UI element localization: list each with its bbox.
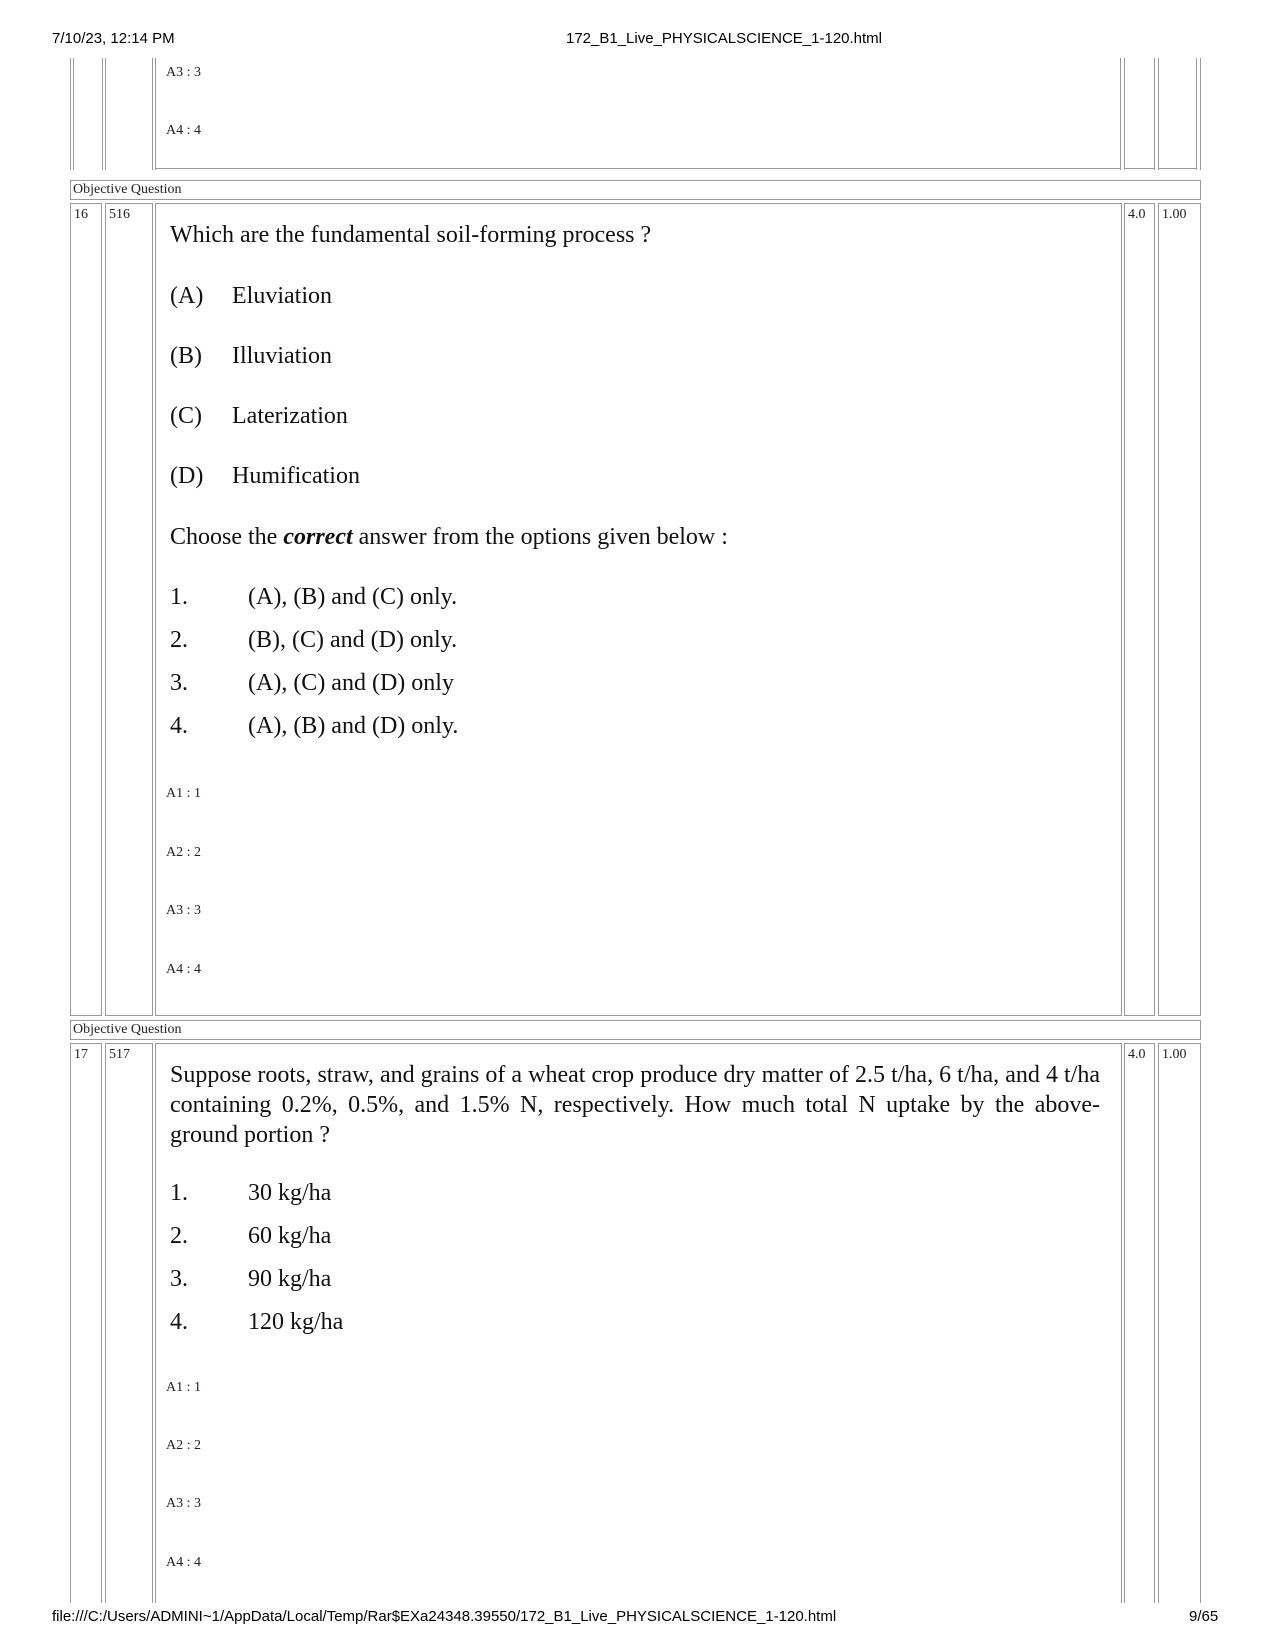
question-marks: 4.0 xyxy=(1128,207,1146,222)
question-serial: 16 xyxy=(74,207,88,222)
answer-option: A3 : 3 xyxy=(166,903,201,918)
question-id-cell xyxy=(105,1043,153,1603)
instruction-text: Choose the correct answer from the options given below : xyxy=(170,524,728,550)
question-marks: 4.0 xyxy=(1128,1047,1146,1062)
question-id-cell xyxy=(105,203,153,1016)
answer-option: A3 : 3 xyxy=(166,1496,201,1511)
statement-label: (C) xyxy=(170,403,202,429)
option-text: (A), (C) and (D) only xyxy=(248,670,454,696)
question-type-row xyxy=(70,1020,1201,1040)
print-file-path: file:///C:/Users/ADMINI~1/AppData/Local/Temp/Rar$EXa24348.39550/172_B1_Live_PHYSICALSCIENCE_1-120.html xyxy=(52,1608,837,1625)
print-file-title: 172_B1_Live_PHYSICALSCIENCE_1-120.html xyxy=(566,30,883,47)
marks-cell xyxy=(1124,203,1155,1016)
statement-label: (D) xyxy=(170,463,204,489)
option-text: (B), (C) and (D) only. xyxy=(248,627,458,653)
question-stem: Which are the fundamental soil-forming process ? xyxy=(170,222,652,248)
option-text: 30 kg/ha xyxy=(248,1180,332,1206)
answer-option: A4 : 4 xyxy=(166,962,201,977)
option-number: 2. xyxy=(170,1223,188,1249)
statement-text: Humification xyxy=(232,463,360,489)
statement-text: Eluviation xyxy=(232,283,332,309)
option-text: (A), (B) and (C) only. xyxy=(248,584,458,610)
serial-cell xyxy=(70,1043,102,1603)
option-number: 1. xyxy=(170,1180,188,1206)
print-page-number: 9/65 xyxy=(1189,1608,1219,1625)
negative-marks-cell xyxy=(1158,1043,1201,1603)
option-text: 120 kg/ha xyxy=(248,1309,344,1335)
option-number: 4. xyxy=(170,713,188,739)
marks-cell xyxy=(1124,1043,1155,1603)
serial-cell xyxy=(70,203,102,1016)
option-text: 90 kg/ha xyxy=(248,1266,332,1292)
option-number: 4. xyxy=(170,1309,188,1335)
question-id: 516 xyxy=(109,207,130,222)
question-type-row xyxy=(70,180,1201,200)
answer-option: A4 : 4 xyxy=(166,123,201,138)
option-number: 3. xyxy=(170,1266,188,1292)
answer-option: A1 : 1 xyxy=(166,786,201,801)
answer-option: A1 : 1 xyxy=(166,1380,201,1395)
option-text: (A), (B) and (D) only. xyxy=(248,713,459,739)
question-negative-marks: 1.00 xyxy=(1162,1047,1187,1062)
statement-text: Illuviation xyxy=(232,343,332,369)
negative-marks-cell xyxy=(1158,203,1201,1016)
option-number: 2. xyxy=(170,627,188,653)
statement-text: Laterization xyxy=(232,403,348,429)
statement-label: (B) xyxy=(170,343,202,369)
answer-option: A4 : 4 xyxy=(166,1555,201,1570)
instruction-emphasis: correct xyxy=(283,524,353,550)
question-id: 517 xyxy=(109,1047,130,1062)
answer-option: A2 : 2 xyxy=(166,845,201,860)
print-timestamp: 7/10/23, 12:14 PM xyxy=(52,30,175,47)
option-text: 60 kg/ha xyxy=(248,1223,332,1249)
answer-option: A2 : 2 xyxy=(166,1438,201,1453)
option-number: 1. xyxy=(170,584,188,610)
question-type-label: Objective Question xyxy=(73,1022,182,1037)
question-negative-marks: 1.00 xyxy=(1162,207,1187,222)
statement-label: (A) xyxy=(170,283,204,309)
question-stem: Suppose roots, straw, and grains of a wheat crop produce dry matter of 2.5 t/ha, 6 t/ha, and 4 t/ha containing 0.2%, 0.5%, and 1.5% N, respectively. How much total N uptake by the above-ground portion ? xyxy=(170,1062,1100,1148)
option-number: 3. xyxy=(170,670,188,696)
question-serial: 17 xyxy=(74,1047,88,1062)
answer-option: A3 : 3 xyxy=(166,65,201,80)
question-type-label: Objective Question xyxy=(73,182,182,197)
